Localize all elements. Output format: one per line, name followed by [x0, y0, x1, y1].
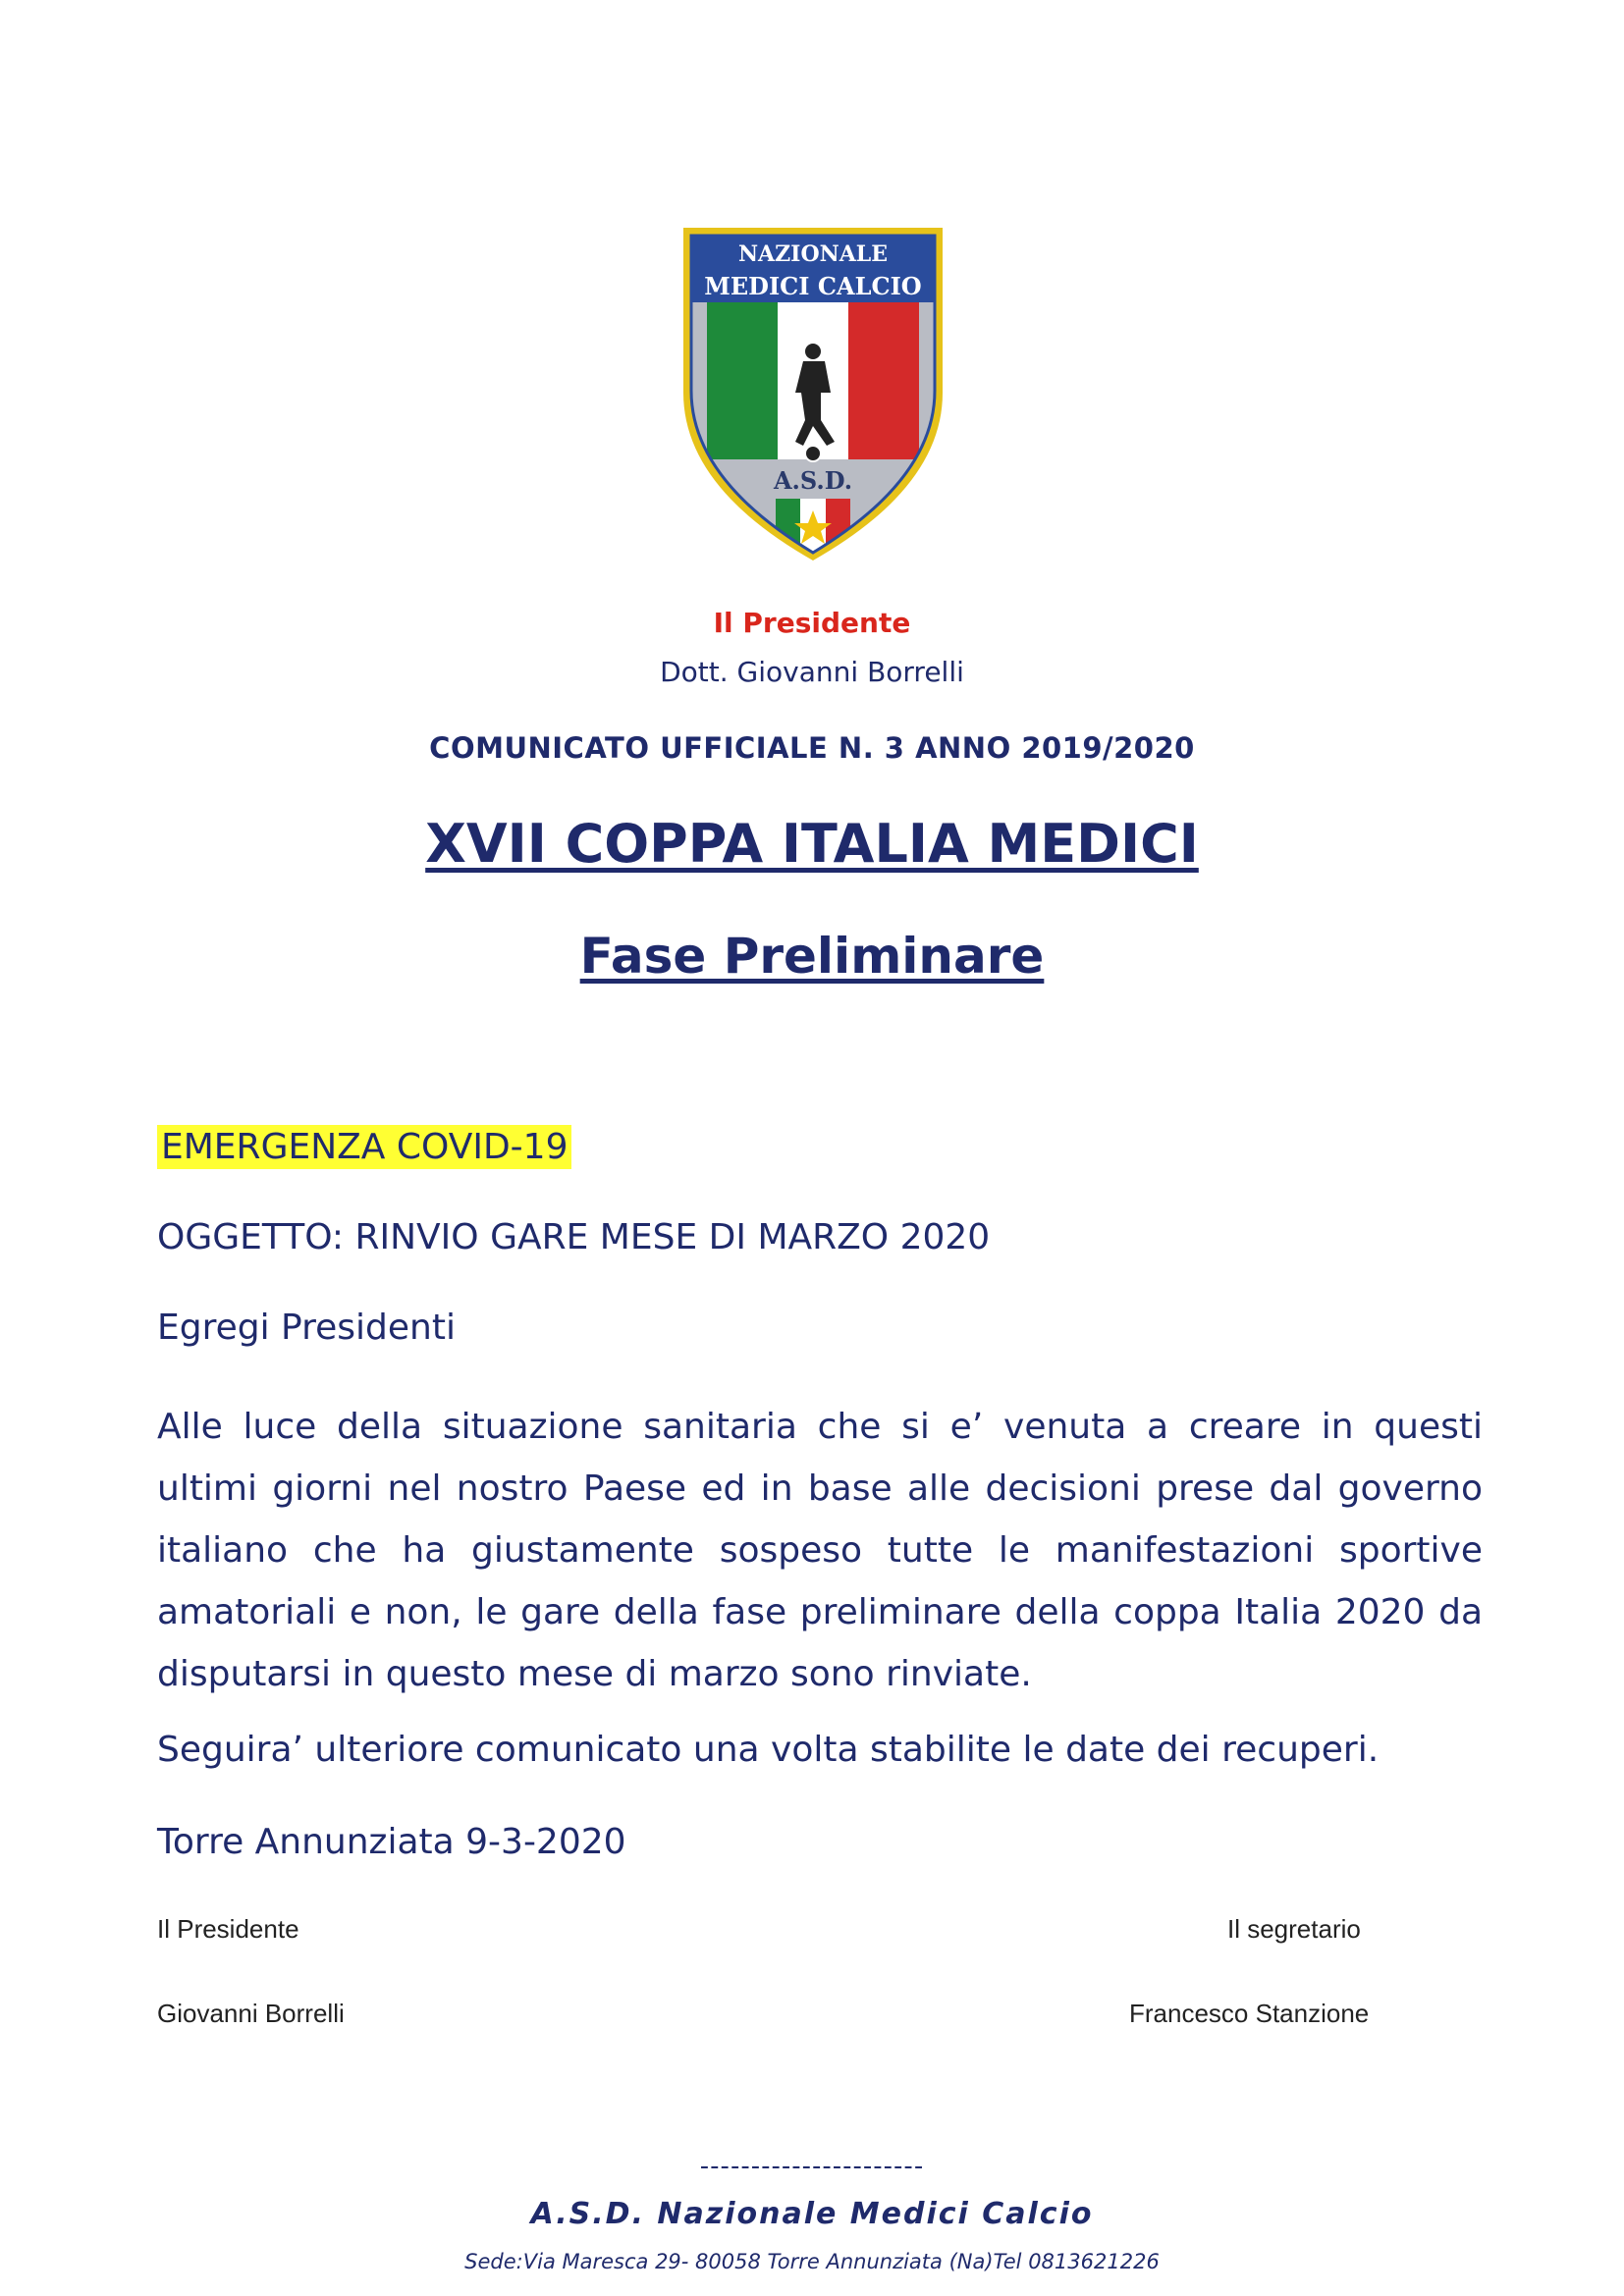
logo-middle-text: MEDICI CALCIO [704, 272, 922, 300]
main-paragraph: Alle luce della situazione sanitaria che si e’ venuta a creare in questi ultimi giorni nel nostro Paese ed in base alle decisioni prese dal governo italiano che ha giustamente sospeso tutte le manifestazioni sportive amatoriali e non, le gare della fase preliminare della coppa Italia 2020 da disputarsi in questo mese di marzo sono rinviate. [157, 1407, 1483, 1694]
footer-address: Sede:Via Maresca 29- 80058 Torre Annunziata (Na)Tel 0813621226 [464, 2250, 1160, 2273]
signature-right-name: Francesco Stanzione [1129, 1999, 1370, 2028]
oggetto-line: OGGETTO: RINVIO GARE MESE DI MARZO 2020 [157, 1217, 991, 1257]
footer-organization: A.S.D. Nazionale Medici Calcio [530, 2197, 1094, 2231]
footer-separator: ---------------------- [699, 2152, 925, 2181]
emergency-heading [157, 1127, 1483, 1167]
logo-flag-red [848, 302, 919, 459]
logo-top-text: NAZIONALE [737, 241, 889, 267]
logo-flag-green [707, 302, 778, 459]
salutation: Egregi Presidenti [157, 1308, 456, 1348]
place-date: Torre Annunziata 9-3-2020 [157, 1822, 626, 1862]
signature-left-name: Giovanni Borrelli [157, 1999, 345, 2028]
presidente-title: Il Presidente [713, 607, 911, 639]
logo-bottom-text: A.S.D. [773, 466, 853, 495]
signature-left-role: Il Presidente [157, 1914, 299, 1944]
main-title: XVII COPPA ITALIA MEDICI [425, 813, 1199, 875]
nazionale-medici-calcio-logo [677, 224, 948, 562]
emergency-highlight: EMERGENZA COVID-19 [157, 1125, 571, 1169]
follow-up-line: Seguira’ ulteriore comunicato una volta stabilite le date dei recuperi. [157, 1730, 1380, 1770]
subtitle: Fase Preliminare [579, 928, 1045, 985]
comunicato-number: COMUNICATO UFFICIALE N. 3 ANNO 2019/2020 [429, 731, 1195, 765]
presidente-name: Dott. Giovanni Borrelli [660, 656, 964, 688]
signature-right-role: Il segretario [1227, 1914, 1361, 1944]
